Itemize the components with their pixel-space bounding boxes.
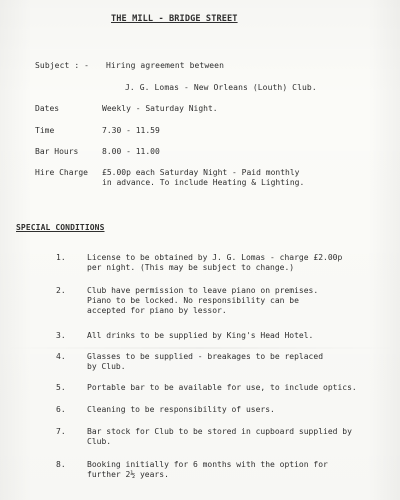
condition-text: Glasses to be supplied - breakages to be replaced by Club. [87, 352, 324, 371]
dates-value: Weekly - Saturday Night. [102, 104, 218, 113]
time-label: Time [35, 126, 55, 135]
club-name-line: J. G. Lomas - New Orleans (Louth) Club. [125, 83, 317, 92]
document-title: THE MILL - BRIDGE STREET [111, 14, 238, 24]
dates-label: Dates [35, 104, 60, 113]
hire-charge-label: Hire Charge [35, 168, 88, 177]
condition-number: 3. [56, 331, 66, 340]
time-value: 7.30 - 11.59 [102, 126, 160, 135]
subject-label: Subject : - [35, 61, 90, 70]
condition-text: All drinks to be supplied by King's Head Hotel. [87, 331, 314, 340]
hire-charge-value: £5.00p each Saturday Night - Paid monthly in advance. To include Heating & Lighting. [102, 168, 305, 187]
condition-number: 6. [56, 405, 66, 414]
condition-number: 2. [56, 286, 66, 295]
condition-text: Bar stock for Club to be stored in cupboard supplied by Club. [87, 427, 352, 446]
bar-hours-value: 8.00 - 11.00 [102, 147, 160, 156]
condition-number: 4. [56, 352, 66, 361]
condition-text: Club have permission to leave piano on premises. Piano to be locked. No responsibility can be accepted for piano by lessor. [87, 286, 319, 315]
paper-fold-line [0, 347, 400, 349]
condition-number: 7. [56, 427, 66, 436]
condition-text: Cleaning to be responsibility of users. [87, 405, 275, 414]
special-conditions-heading: SPECIAL CONDITIONS [16, 223, 105, 232]
bar-hours-label: Bar Hours [35, 147, 79, 156]
condition-text: License to be obtained by J. G. Lomas - charge £2.00p per night. (This may be subject to change.) [87, 253, 343, 272]
condition-number: 1. [56, 253, 66, 262]
condition-text: Portable bar to be available for use, to include optics. [87, 383, 357, 392]
condition-number: 8. [56, 460, 66, 469]
condition-number: 5. [56, 383, 66, 392]
subject-value: Hiring agreement between [106, 61, 224, 70]
condition-text: Booking initially for 6 months with the option for further 2½ years. [87, 460, 328, 479]
